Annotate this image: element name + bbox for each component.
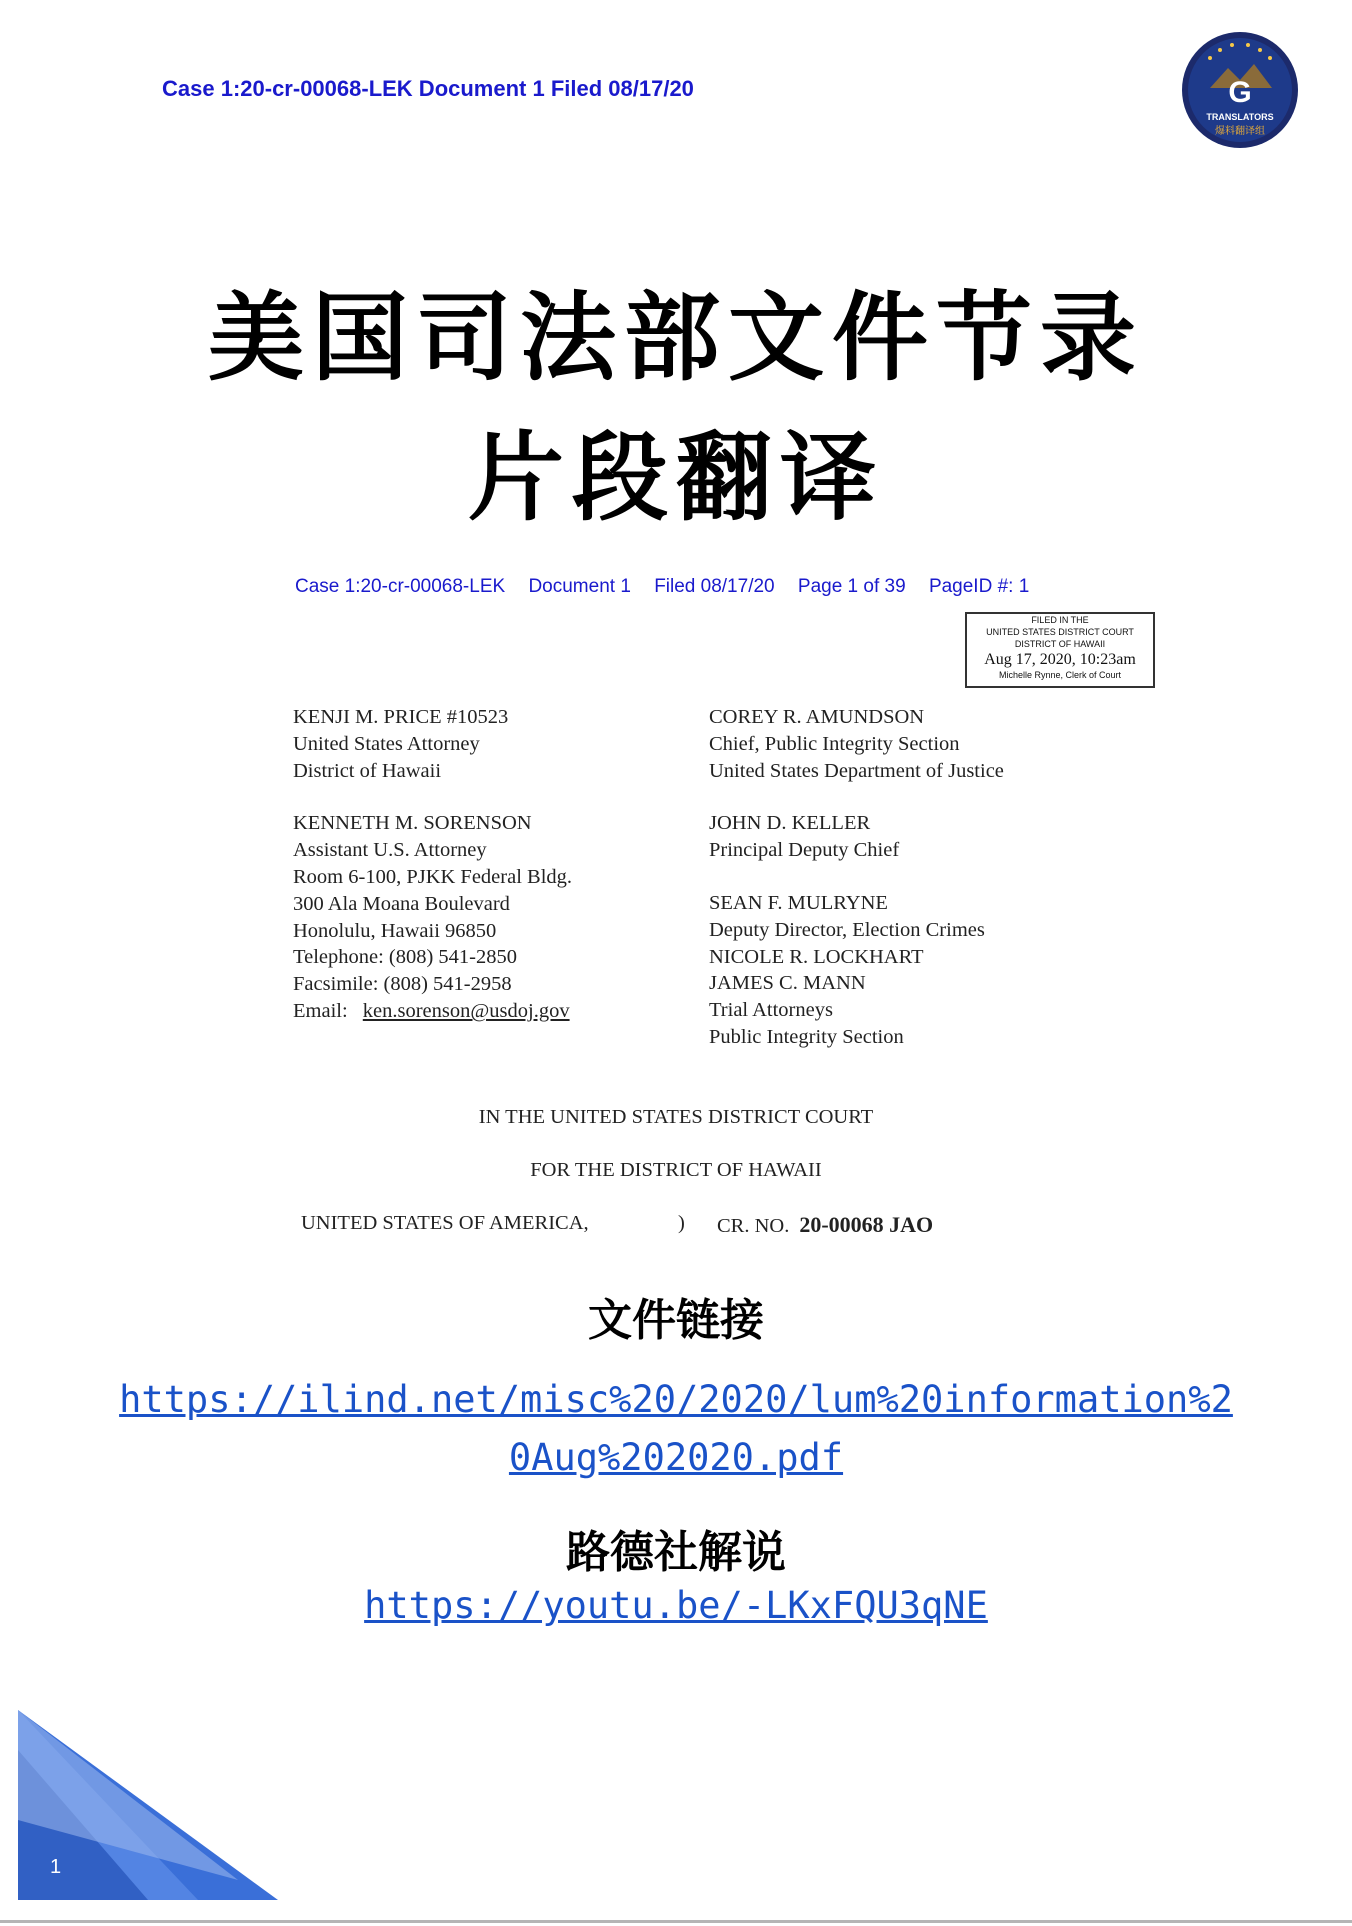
filed-stamp (965, 612, 1155, 688)
stamp-line3: DISTRICT OF HAWAII (1014, 639, 1106, 649)
pacer-pageid: PageID #: 1 (928, 576, 1030, 597)
case-party: UNITED STATES OF AMERICA, (301, 1212, 589, 1234)
pacer-header (295, 576, 1047, 598)
pacer-filed: Filed 08/17/20 (654, 576, 775, 597)
video-link[interactable]: https://youtu.be/-LKxFQU3qNE (364, 1584, 988, 1627)
case-number (717, 1212, 933, 1238)
attorney-line: 300 Ala Moana Boulevard (293, 892, 510, 915)
document-link-line2[interactable]: 0Aug%202020.pdf (508, 1436, 844, 1479)
email-link[interactable]: ken.sorenson@usdoj.gov (362, 999, 570, 1022)
logo-sub: 爆料翻译组 (1215, 126, 1265, 137)
pacer-case: Case 1:20-cr-00068-LEK (295, 576, 506, 597)
pacer-document: Document 1 (528, 576, 631, 597)
attorney-line: District of Hawaii (293, 759, 442, 782)
logo-letter: G (1228, 76, 1252, 109)
attorney-line: KENNETH M. SORENSON (293, 812, 532, 835)
crno-value: 20-00068 JAO (799, 1212, 934, 1237)
attorney-line: JOHN D. KELLER (709, 812, 871, 835)
pacer-page: Page 1 of 39 (797, 576, 906, 597)
attorney-right-column (709, 704, 1004, 1051)
stamp-clerk: Michelle Rynne, Clerk of Court (998, 670, 1122, 680)
main-title-line1: 美国司法部文件节录 (208, 281, 1144, 394)
court-name: IN THE UNITED STATES DISTRICT COURT (478, 1106, 874, 1128)
attorney-left-column (293, 704, 572, 1025)
video-heading: 路德社解说 (566, 1527, 786, 1578)
attorney-line: Deputy Director, Election Crimes (709, 918, 985, 941)
attorney-line: United States Department of Justice (709, 759, 1004, 782)
attorney-line: JAMES C. MANN (709, 972, 866, 995)
attorney-line: United States Attorney (293, 732, 480, 755)
stamp-line1: FILED IN THE (1031, 615, 1089, 625)
bottom-rule (0, 1920, 1352, 1923)
attorney-line: Public Integrity Section (709, 1025, 904, 1048)
attorney-line: COREY R. AMUNDSON (709, 706, 925, 728)
attorney-line: NICOLE R. LOCKHART (709, 945, 924, 968)
attorney-line: Honolulu, Hawaii 96850 (293, 919, 497, 942)
case-header: Case 1:20-cr-00068-LEK Document 1 Filed 08/17/20 (162, 76, 694, 101)
attorney-line: KENJI M. PRICE #10523 (293, 706, 509, 728)
attorney-line: Trial Attorneys (709, 999, 833, 1022)
attorney-line: Room 6-100, PJKK Federal Bldg. (293, 865, 573, 888)
crno-label: CR. NO. (717, 1215, 790, 1237)
stamp-date: Aug 17, 2020, 10:23am (984, 651, 1136, 668)
page-number: 1 (50, 1856, 62, 1878)
attorney-line: Facsimile: (808) 541-2958 (293, 973, 512, 996)
attorney-line: SEAN F. MULRYNE (709, 891, 888, 914)
attorney-line: Chief, Public Integrity Section (709, 732, 960, 755)
document-link-line1[interactable]: https://ilind.net/misc%20/2020/lum%20information%2 (119, 1378, 1233, 1421)
caption-paren: ) (678, 1212, 685, 1234)
email-label: Email: (293, 999, 348, 1022)
logo-text: TRANSLATORS (1206, 112, 1274, 122)
email-line (293, 998, 572, 1025)
court-district: FOR THE DISTRICT OF HAWAII (530, 1159, 822, 1181)
stamp-line2: UNITED STATES DISTRICT COURT (986, 627, 1134, 637)
attorney-line: Principal Deputy Chief (709, 839, 900, 862)
attorney-line: Assistant U.S. Attorney (293, 839, 487, 862)
main-title-line2: 片段翻译 (468, 421, 884, 534)
document-link-heading: 文件链接 (588, 1295, 764, 1346)
attorney-line: Telephone: (808) 541-2850 (293, 946, 518, 969)
